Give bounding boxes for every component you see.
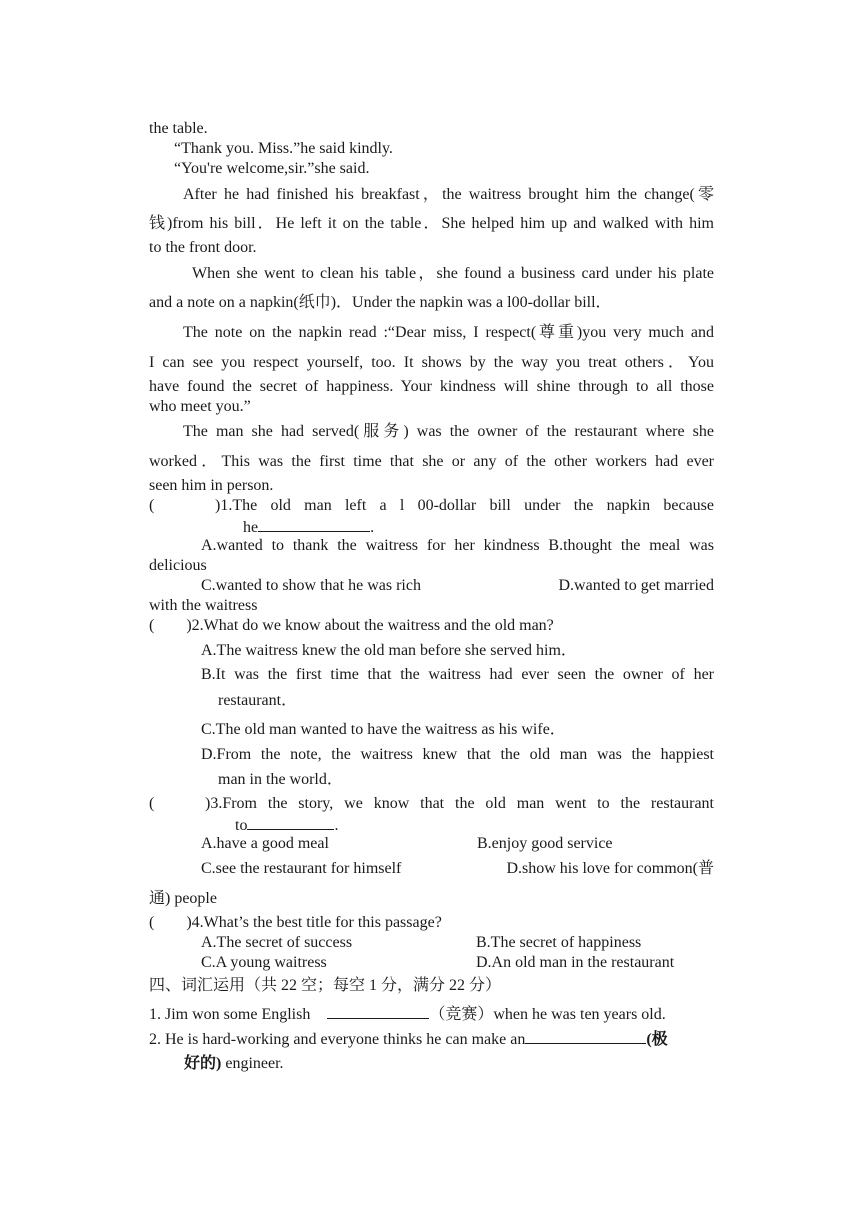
option-b-cont: restaurant． xyxy=(218,692,298,709)
option-b-cont: delicious xyxy=(149,557,207,574)
question-stem: )3.From the story, we know that the old man went to the restaurant xyxy=(205,795,714,812)
chinese-hint: (极 xyxy=(646,1031,668,1048)
passage-line: After he had finished his breakfast，the waitress brought him the change(零 xyxy=(183,186,714,203)
passage-line: the table. xyxy=(149,120,208,137)
option-c: C.A young waitress xyxy=(201,954,327,971)
option-c: C.see the restaurant for himself xyxy=(201,860,402,877)
answer-paren[interactable]: ( xyxy=(149,795,155,812)
option-a: A.have a good meal xyxy=(201,835,329,852)
option-a: A.The secret of success xyxy=(201,934,353,951)
passage-line: and a note on a napkin(纸巾)．Under the napkin was a l00-dollar bill． xyxy=(149,294,612,311)
option-b: B.enjoy good service xyxy=(477,835,613,852)
question-stem: ( )4.What’s the best title for this passage? xyxy=(149,914,442,931)
option-b: B.It was the first time that the waitress had ever seen the owner of her xyxy=(201,666,714,683)
passage-line: “You're welcome,sir.”she said. xyxy=(174,160,370,177)
vocab-item-2-cont: 好的) engineer. xyxy=(184,1055,284,1072)
passage-line: seen him in person. xyxy=(149,477,274,494)
passage-line: have found the secret of happiness. Your kindness will shine through to all those xyxy=(149,378,714,395)
question-stem-cont: to . xyxy=(235,814,338,836)
option-a: A.The waitress knew the old man before she served him． xyxy=(201,642,577,659)
vocab-item-1: 1. Jim won some English （竞赛）when he was ten years old. xyxy=(149,1003,666,1025)
passage-line: worked．This was the first time that she or any of the other workers had ever xyxy=(149,453,714,470)
passage-line: When she went to clean his table，she found a business card under his plate xyxy=(192,265,714,282)
passage-line: I can see you respect yourself, too. It shows by the way you treat others．You xyxy=(149,354,714,371)
question-stem: ( )2.What do we know about the waitress and the old man? xyxy=(149,617,554,634)
answer-blank[interactable] xyxy=(327,1003,429,1019)
option-d: D.wanted to get married xyxy=(558,577,714,594)
option-d-cont: with the waitress xyxy=(149,597,258,614)
vocab-item-2: 2. He is hard-working and everyone thinks he can make an (极 xyxy=(149,1028,714,1050)
option-d-cont: man in the world． xyxy=(218,771,343,788)
option-b: B.The secret of happiness xyxy=(476,934,642,951)
option-d: D.From the note, the waitress knew that the old man was the happiest xyxy=(201,746,714,763)
option-d: D.An old man in the restaurant xyxy=(476,954,675,971)
question-stem: )1.The old man left a l 00-dollar bill under the napkin because xyxy=(215,497,714,514)
question-stem-cont: he . xyxy=(243,516,374,538)
passage-line: to the front door. xyxy=(149,239,257,256)
passage-line: “Thank you. Miss.”he said kindly. xyxy=(174,140,393,157)
passage-line: 钱)from his bill．He left it on the table．She helped him up and walked with him xyxy=(149,215,714,232)
passage-line: The note on the napkin read :“Dear miss, I respect(尊重)you very much and xyxy=(183,324,714,341)
answer-blank[interactable] xyxy=(525,1028,646,1044)
option-a-b: A.wanted to thank the waitress for her kindness B.thought the meal was xyxy=(201,537,714,554)
chinese-hint: （竞赛） xyxy=(429,1006,494,1023)
option-c: C.wanted to show that he was rich xyxy=(201,577,421,594)
option-d: D.show his love for common(普 xyxy=(506,860,714,877)
option-c: C.The old man wanted to have the waitress as his wife． xyxy=(201,721,566,738)
answer-blank[interactable] xyxy=(247,814,334,830)
option-d-cont: 通) people xyxy=(149,890,217,907)
answer-blank[interactable] xyxy=(258,516,370,532)
answer-paren[interactable]: ( xyxy=(149,497,155,514)
passage-line: The man she had served(服务) was the owner of the restaurant where she xyxy=(183,423,714,440)
passage-line: who meet you.” xyxy=(149,398,251,415)
section-heading: 四、词汇运用（共 22 空；每空 1 分，满分 22 分） xyxy=(149,977,502,994)
